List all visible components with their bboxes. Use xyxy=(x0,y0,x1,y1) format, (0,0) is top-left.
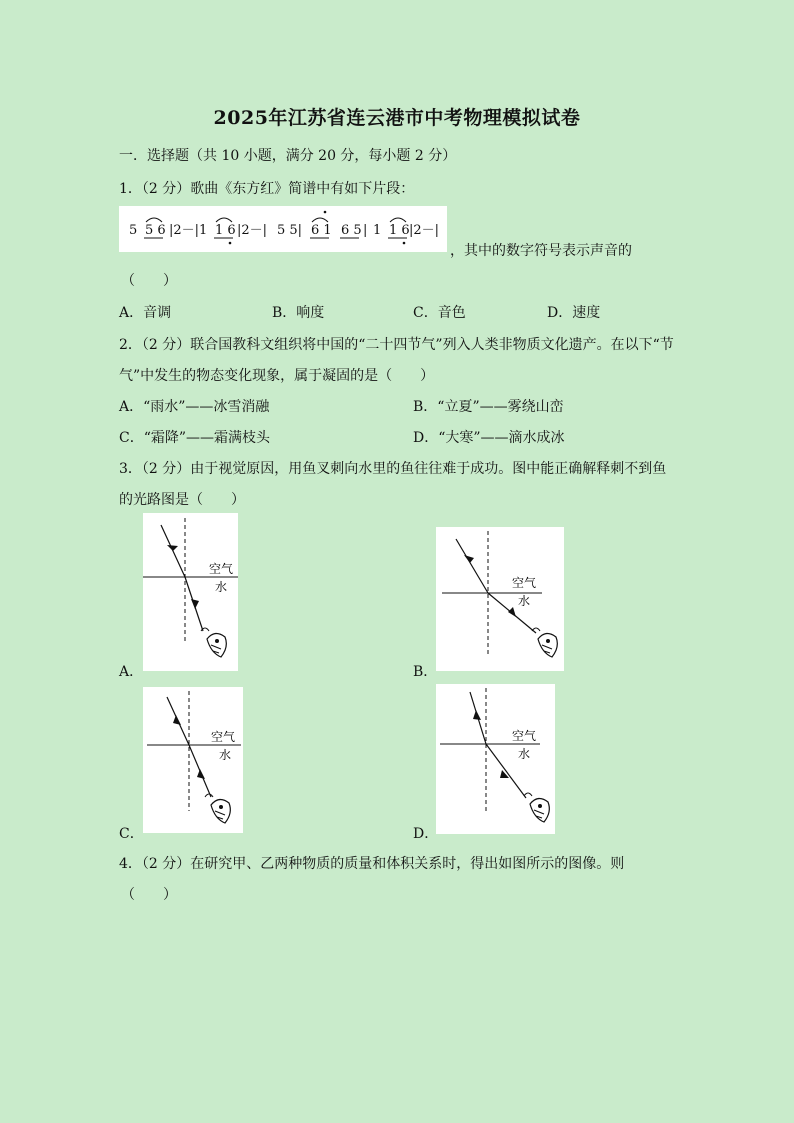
score-slur xyxy=(146,218,162,222)
water-label: 水 xyxy=(215,580,228,594)
score-dot xyxy=(229,242,232,245)
music-score xyxy=(119,206,447,252)
score-bar: |2－| xyxy=(169,223,200,238)
q2-option-b[interactable]: B．“立夏”——雾绕山峦 xyxy=(413,399,564,415)
q3-option-c[interactable]: C． xyxy=(119,826,144,842)
score-note: 5 6 xyxy=(145,223,166,238)
figure-a xyxy=(143,513,238,671)
air-label: 空气 xyxy=(209,562,234,576)
page-title: 2025年江苏省连云港市中考物理模拟试卷 xyxy=(213,107,581,129)
question-1-stem: 1．（2 分）歌曲《东方红》简谱中有如下片段： xyxy=(119,181,415,197)
question-3-line-1: 3．（2 分）由于视觉原因，用鱼叉刺向水里的鱼往往难于成功。图中能正确解释刺不到鱼 xyxy=(119,461,667,477)
water-label: 水 xyxy=(518,594,531,608)
arrow-icon xyxy=(173,715,181,725)
arrow-icon xyxy=(191,599,199,609)
figure-d xyxy=(436,684,555,834)
score-note: 1 xyxy=(199,223,208,238)
score-note: 6 5 xyxy=(341,223,362,238)
arrow-icon xyxy=(473,710,481,720)
q1-option-c[interactable]: C．音色 xyxy=(413,305,466,321)
score-bar: |2－| xyxy=(237,223,268,238)
q3-option-b[interactable]: B． xyxy=(413,664,438,680)
figure-a-light-path xyxy=(143,513,238,671)
arrow-icon xyxy=(167,545,178,551)
score-dot xyxy=(324,211,327,214)
score-note: 6 1 xyxy=(311,223,332,238)
figure-d-light-path xyxy=(436,684,555,834)
q2-option-d[interactable]: D．“大寒”——滴水成冰 xyxy=(413,430,565,446)
q1-option-b[interactable]: B．响度 xyxy=(272,305,325,321)
score-slur xyxy=(216,218,232,222)
air-label: 空气 xyxy=(512,729,537,743)
q1-option-d[interactable]: D．速度 xyxy=(547,305,601,321)
music-score-notation xyxy=(119,206,447,252)
figure-b xyxy=(436,527,564,671)
q2-option-a[interactable]: A．“雨水”——冰雪消融 xyxy=(119,399,270,415)
q2-option-c[interactable]: C．“霜降”——霜满枝头 xyxy=(119,430,271,446)
fish-icon xyxy=(201,628,226,657)
score-note: 5 xyxy=(129,223,138,238)
score-dot xyxy=(403,242,406,245)
figure-b-light-path xyxy=(436,527,564,671)
question-1-tail: ，其中的数字符号表示声音的 xyxy=(450,243,632,259)
score-note: 5 5| xyxy=(277,223,303,238)
arrow-icon xyxy=(197,769,205,779)
fish-icon xyxy=(524,793,549,822)
arrow-icon xyxy=(508,607,516,617)
score-bar: | xyxy=(363,223,368,238)
section-heading: 一．选择题（共 10 小题，满分 20 分，每小题 2 分） xyxy=(119,148,457,164)
incident-ray xyxy=(456,539,488,593)
water-label: 水 xyxy=(219,748,232,762)
figure-c-light-path xyxy=(143,687,243,833)
question-4-line-1: 4．（2 分）在研究甲、乙两种物质的质量和体积关系时，得出如图所示的图像。则 xyxy=(119,856,625,872)
q1-option-a[interactable]: A．音调 xyxy=(119,305,172,321)
fish-icon xyxy=(205,794,230,823)
score-note: 1 6 xyxy=(215,223,236,238)
water-label: 水 xyxy=(518,747,531,761)
question-4-paren: （ ） xyxy=(121,887,177,903)
score-note: 1 xyxy=(373,223,382,238)
question-2-line-2: 气”中发生的物态变化现象，属于凝固的是（ ） xyxy=(119,368,435,384)
air-label: 空气 xyxy=(211,730,236,744)
score-slur xyxy=(312,218,328,222)
figure-c xyxy=(143,687,243,833)
q3-option-d[interactable]: D． xyxy=(413,826,439,842)
question-2-line-1: 2．（2 分）联合国教科文组织将中国的“二十四节气”列入人类非物质文化遗产。在以下“节 xyxy=(119,337,674,353)
score-bar: |2－| xyxy=(409,223,440,238)
q3-option-a[interactable]: A． xyxy=(119,664,144,680)
score-slur xyxy=(390,218,406,222)
air-label: 空气 xyxy=(512,576,537,590)
question-1-paren: （ ） xyxy=(121,273,177,289)
score-note: 1 6 xyxy=(389,223,410,238)
question-3-line-2: 的光路图是（ ） xyxy=(119,492,245,508)
